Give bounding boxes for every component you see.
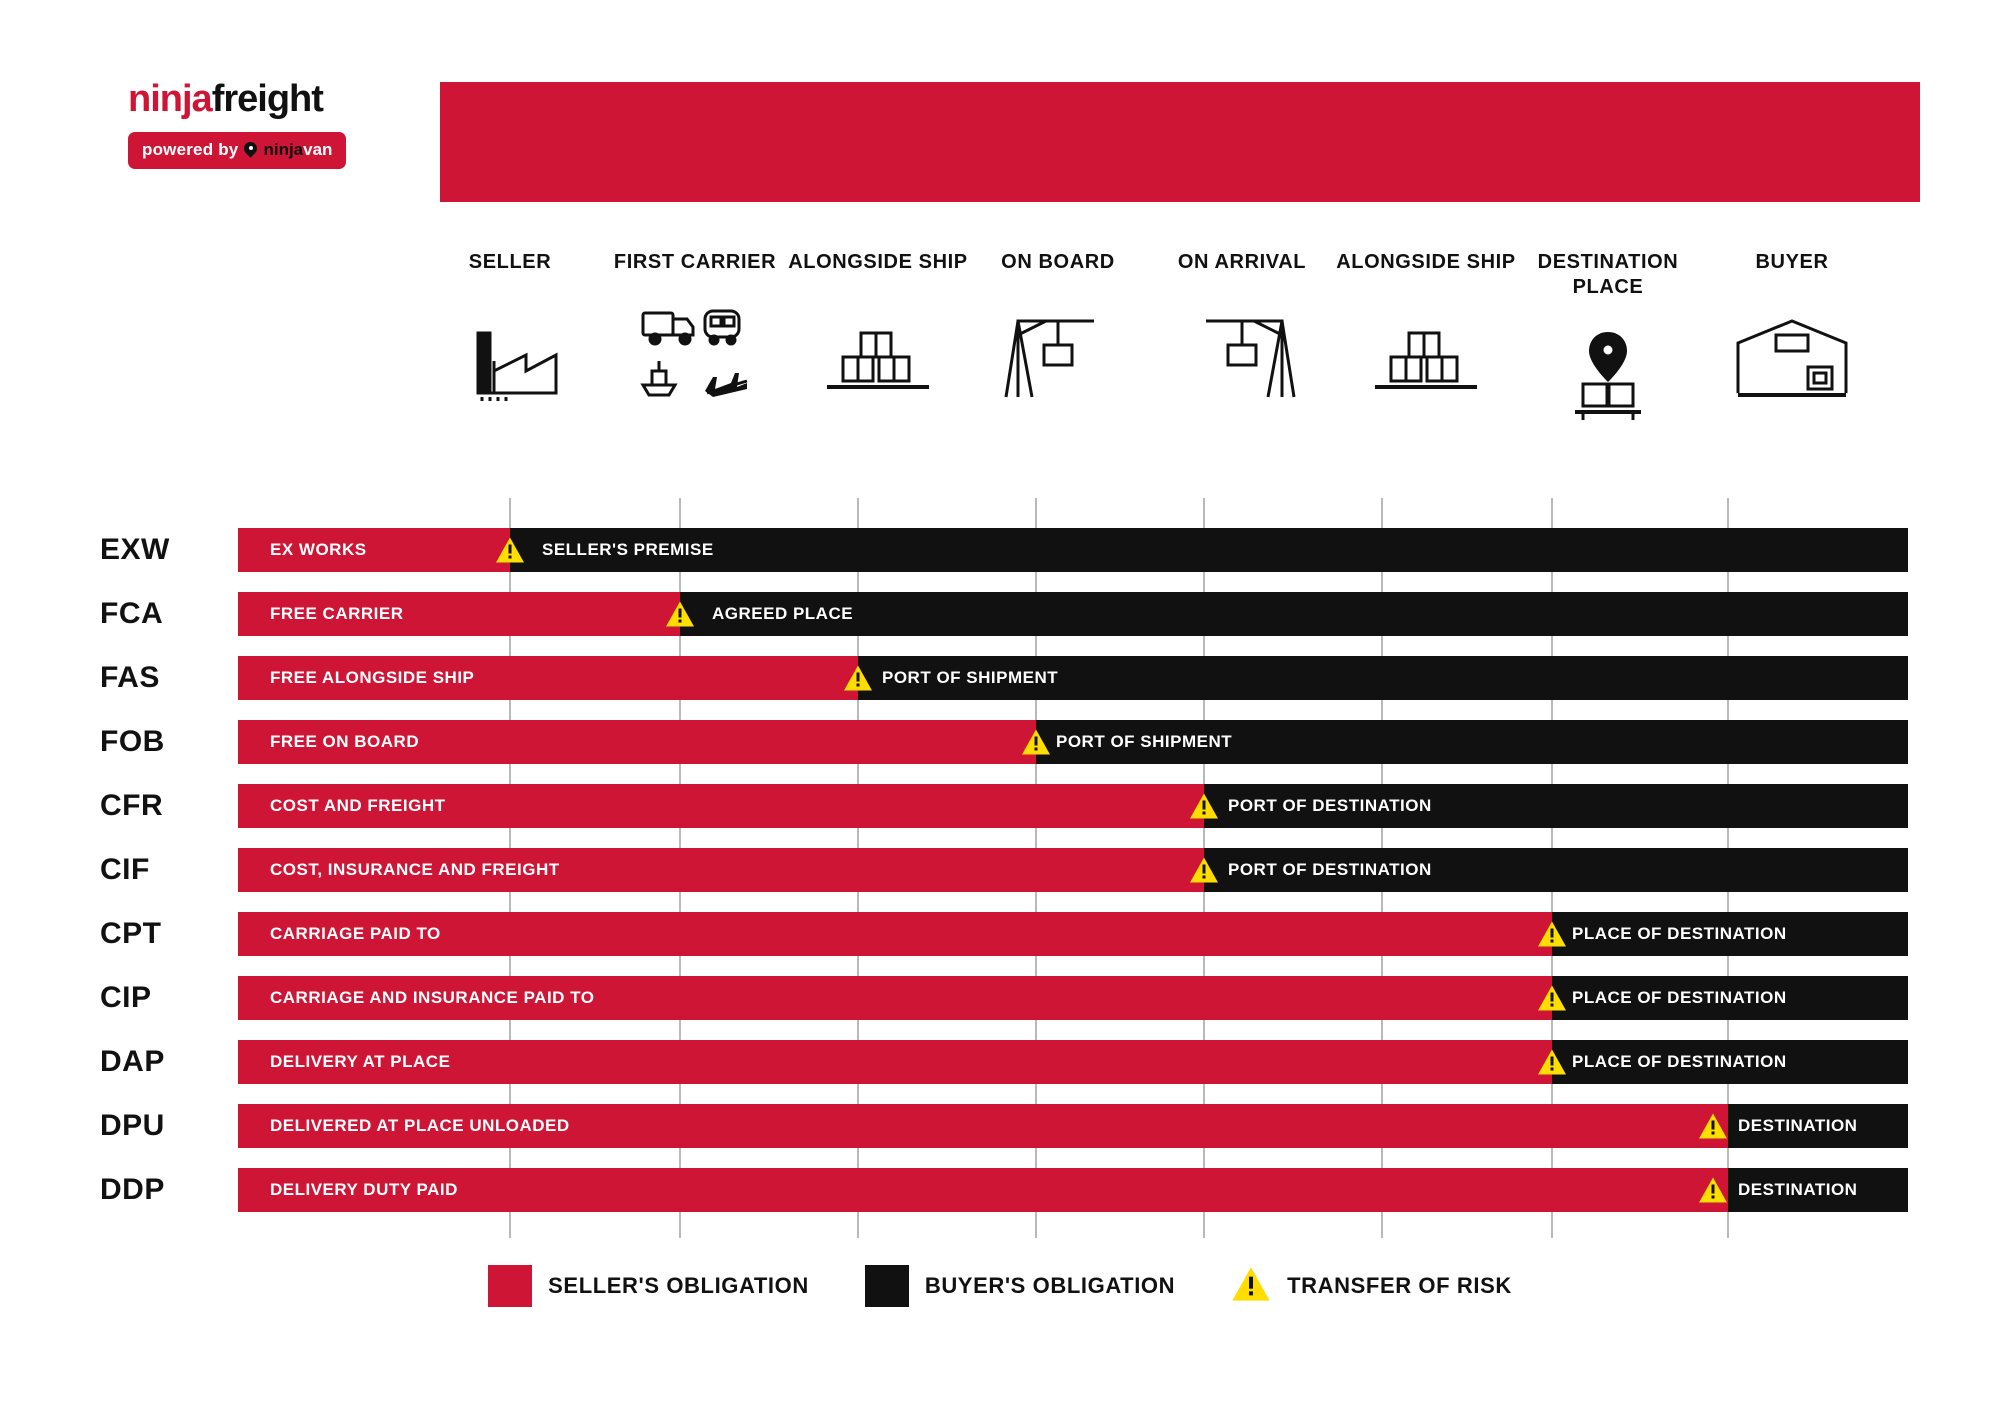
transfer-of-risk-icon (1698, 1113, 1728, 1140)
powered-by-badge (128, 132, 346, 169)
stage-label: ALONGSIDE SHIP (788, 251, 968, 273)
incoterm-code: FAS (100, 661, 160, 694)
incoterm-name: DELIVERY AT PLACE (270, 1052, 451, 1071)
location-pin-icon (244, 142, 257, 159)
factory-icon (410, 291, 610, 401)
incoterm-name: FREE ALONGSIDE SHIP (270, 668, 475, 687)
location-pallet-icon (1508, 316, 1708, 426)
stage-label: FIRST CARRIER (613, 251, 777, 273)
pallet-boxes-icon (1326, 291, 1526, 401)
risk-transfer-label: PORT OF SHIPMENT (1056, 732, 1233, 751)
incoterm-row[interactable] (0, 1030, 2000, 1094)
incoterm-row[interactable] (0, 838, 2000, 902)
risk-transfer-label: PORT OF DESTINATION (1228, 796, 1432, 815)
transfer-of-risk-icon (843, 665, 873, 692)
legend-swatch-buyer (865, 1265, 909, 1307)
transfer-of-risk-icon (665, 601, 695, 628)
pallet-boxes-icon (778, 291, 978, 401)
stage-column-first-carrier (595, 250, 795, 401)
stage-column-destination-place (1508, 250, 1708, 426)
stage-label: ON BOARD (1001, 251, 1115, 273)
incoterm-row[interactable] (0, 1094, 2000, 1158)
incoterm-code: FOB (100, 725, 165, 758)
incoterm-code: CIP (100, 981, 152, 1014)
multimodal-transport-icon (595, 291, 795, 401)
incoterm-code: EXW (100, 533, 170, 566)
legend-label: SELLER'S OBLIGATION (548, 1273, 809, 1298)
transfer-of-risk-icon (1537, 1049, 1567, 1076)
warehouse-icon (1692, 291, 1892, 401)
incoterm-code: CIF (100, 853, 150, 886)
risk-transfer-label: DESTINATION (1738, 1180, 1858, 1199)
incoterm-code: CPT (100, 917, 162, 950)
incoterm-name: CARRIAGE PAID TO (270, 924, 441, 943)
buyer-obligation-bar (510, 528, 1908, 572)
incoterm-code: DAP (100, 1045, 165, 1078)
legend-item-risk (1231, 1266, 1512, 1307)
incoterm-row[interactable] (0, 966, 2000, 1030)
brand-logo (128, 80, 398, 169)
stage-label: ON ARRIVAL (1177, 251, 1307, 273)
stage-label: BUYER (1755, 251, 1829, 273)
transfer-of-risk-icon (1537, 985, 1567, 1012)
risk-transfer-label: PLACE OF DESTINATION (1572, 988, 1787, 1007)
incoterm-code: FCA (100, 597, 164, 630)
parent-brand-van: van (303, 140, 333, 159)
stage-column-alongside-ship-origin (778, 250, 978, 401)
stage-label: DESTINATION PLACE (1537, 251, 1679, 298)
stage-header-row (0, 250, 2000, 450)
stage-label: SELLER (468, 251, 552, 273)
parent-brand-label (263, 140, 332, 160)
incoterms-chart (0, 498, 2000, 1238)
incoterm-name: EX WORKS (270, 540, 367, 559)
legend-item-seller (488, 1265, 809, 1307)
logo-wordmark (128, 80, 398, 118)
transfer-of-risk-icon (495, 537, 525, 564)
incoterm-row[interactable] (0, 902, 2000, 966)
legend-label: BUYER'S OBLIGATION (924, 1273, 1176, 1298)
incoterm-name: COST, INSURANCE AND FREIGHT (270, 860, 560, 879)
parent-brand-ninja: ninja (263, 140, 304, 159)
chart-legend (0, 1265, 2000, 1307)
header-banner (440, 82, 1920, 202)
logo-freight-text: freight (211, 78, 323, 120)
incoterm-row[interactable] (0, 646, 2000, 710)
seller-obligation-bar (238, 1168, 1728, 1212)
incoterm-name: CARRIAGE AND INSURANCE PAID TO (270, 988, 595, 1007)
buyer-obligation-bar (680, 592, 1908, 636)
incoterm-code: DPU (100, 1109, 165, 1142)
incoterm-code: DDP (100, 1173, 165, 1206)
transfer-of-risk-icon (1231, 1266, 1271, 1307)
risk-transfer-label: PORT OF DESTINATION (1228, 860, 1432, 879)
risk-transfer-label: PLACE OF DESTINATION (1572, 1052, 1787, 1071)
transfer-of-risk-icon (1189, 857, 1219, 884)
incoterm-code: CFR (100, 789, 164, 822)
stage-column-buyer (1692, 250, 1892, 401)
logo-ninja-text: ninja (128, 78, 212, 120)
incoterm-row[interactable] (0, 1158, 2000, 1222)
stage-column-alongside-ship-destination (1326, 250, 1526, 401)
legend-item-buyer (865, 1265, 1175, 1307)
stage-label: ALONGSIDE SHIP (1336, 251, 1516, 273)
legend-swatch-seller (488, 1265, 532, 1307)
risk-transfer-label: AGREED PLACE (712, 604, 854, 623)
legend-label: TRANSFER OF RISK (1287, 1273, 1512, 1298)
incoterm-name: COST AND FREIGHT (270, 796, 446, 815)
transfer-of-risk-icon (1537, 921, 1567, 948)
incoterm-name: DELIVERED AT PLACE UNLOADED (270, 1116, 570, 1135)
incoterm-row[interactable] (0, 710, 2000, 774)
risk-transfer-label: DESTINATION (1738, 1116, 1858, 1135)
incoterm-name: FREE ON BOARD (270, 732, 420, 751)
powered-by-label: powered by (142, 140, 239, 159)
transfer-of-risk-icon (1698, 1177, 1728, 1204)
incoterm-name: DELIVERY DUTY PAID (270, 1180, 458, 1199)
risk-transfer-label: SELLER'S PREMISE (542, 540, 714, 559)
stage-column-on-arrival (1142, 250, 1342, 401)
crane-loading-icon (958, 291, 1158, 401)
transfer-of-risk-icon (1189, 793, 1219, 820)
transfer-of-risk-icon (1021, 729, 1051, 756)
stage-column-on-board (958, 250, 1158, 401)
risk-transfer-label: PORT OF SHIPMENT (882, 668, 1059, 687)
incoterm-row[interactable] (0, 582, 2000, 646)
risk-transfer-label: PLACE OF DESTINATION (1572, 924, 1787, 943)
stage-column-seller (410, 250, 610, 401)
crane-unloading-icon (1142, 291, 1342, 401)
incoterm-row[interactable] (0, 774, 2000, 838)
incoterm-row[interactable] (0, 518, 2000, 582)
incoterm-name: FREE CARRIER (270, 604, 404, 623)
